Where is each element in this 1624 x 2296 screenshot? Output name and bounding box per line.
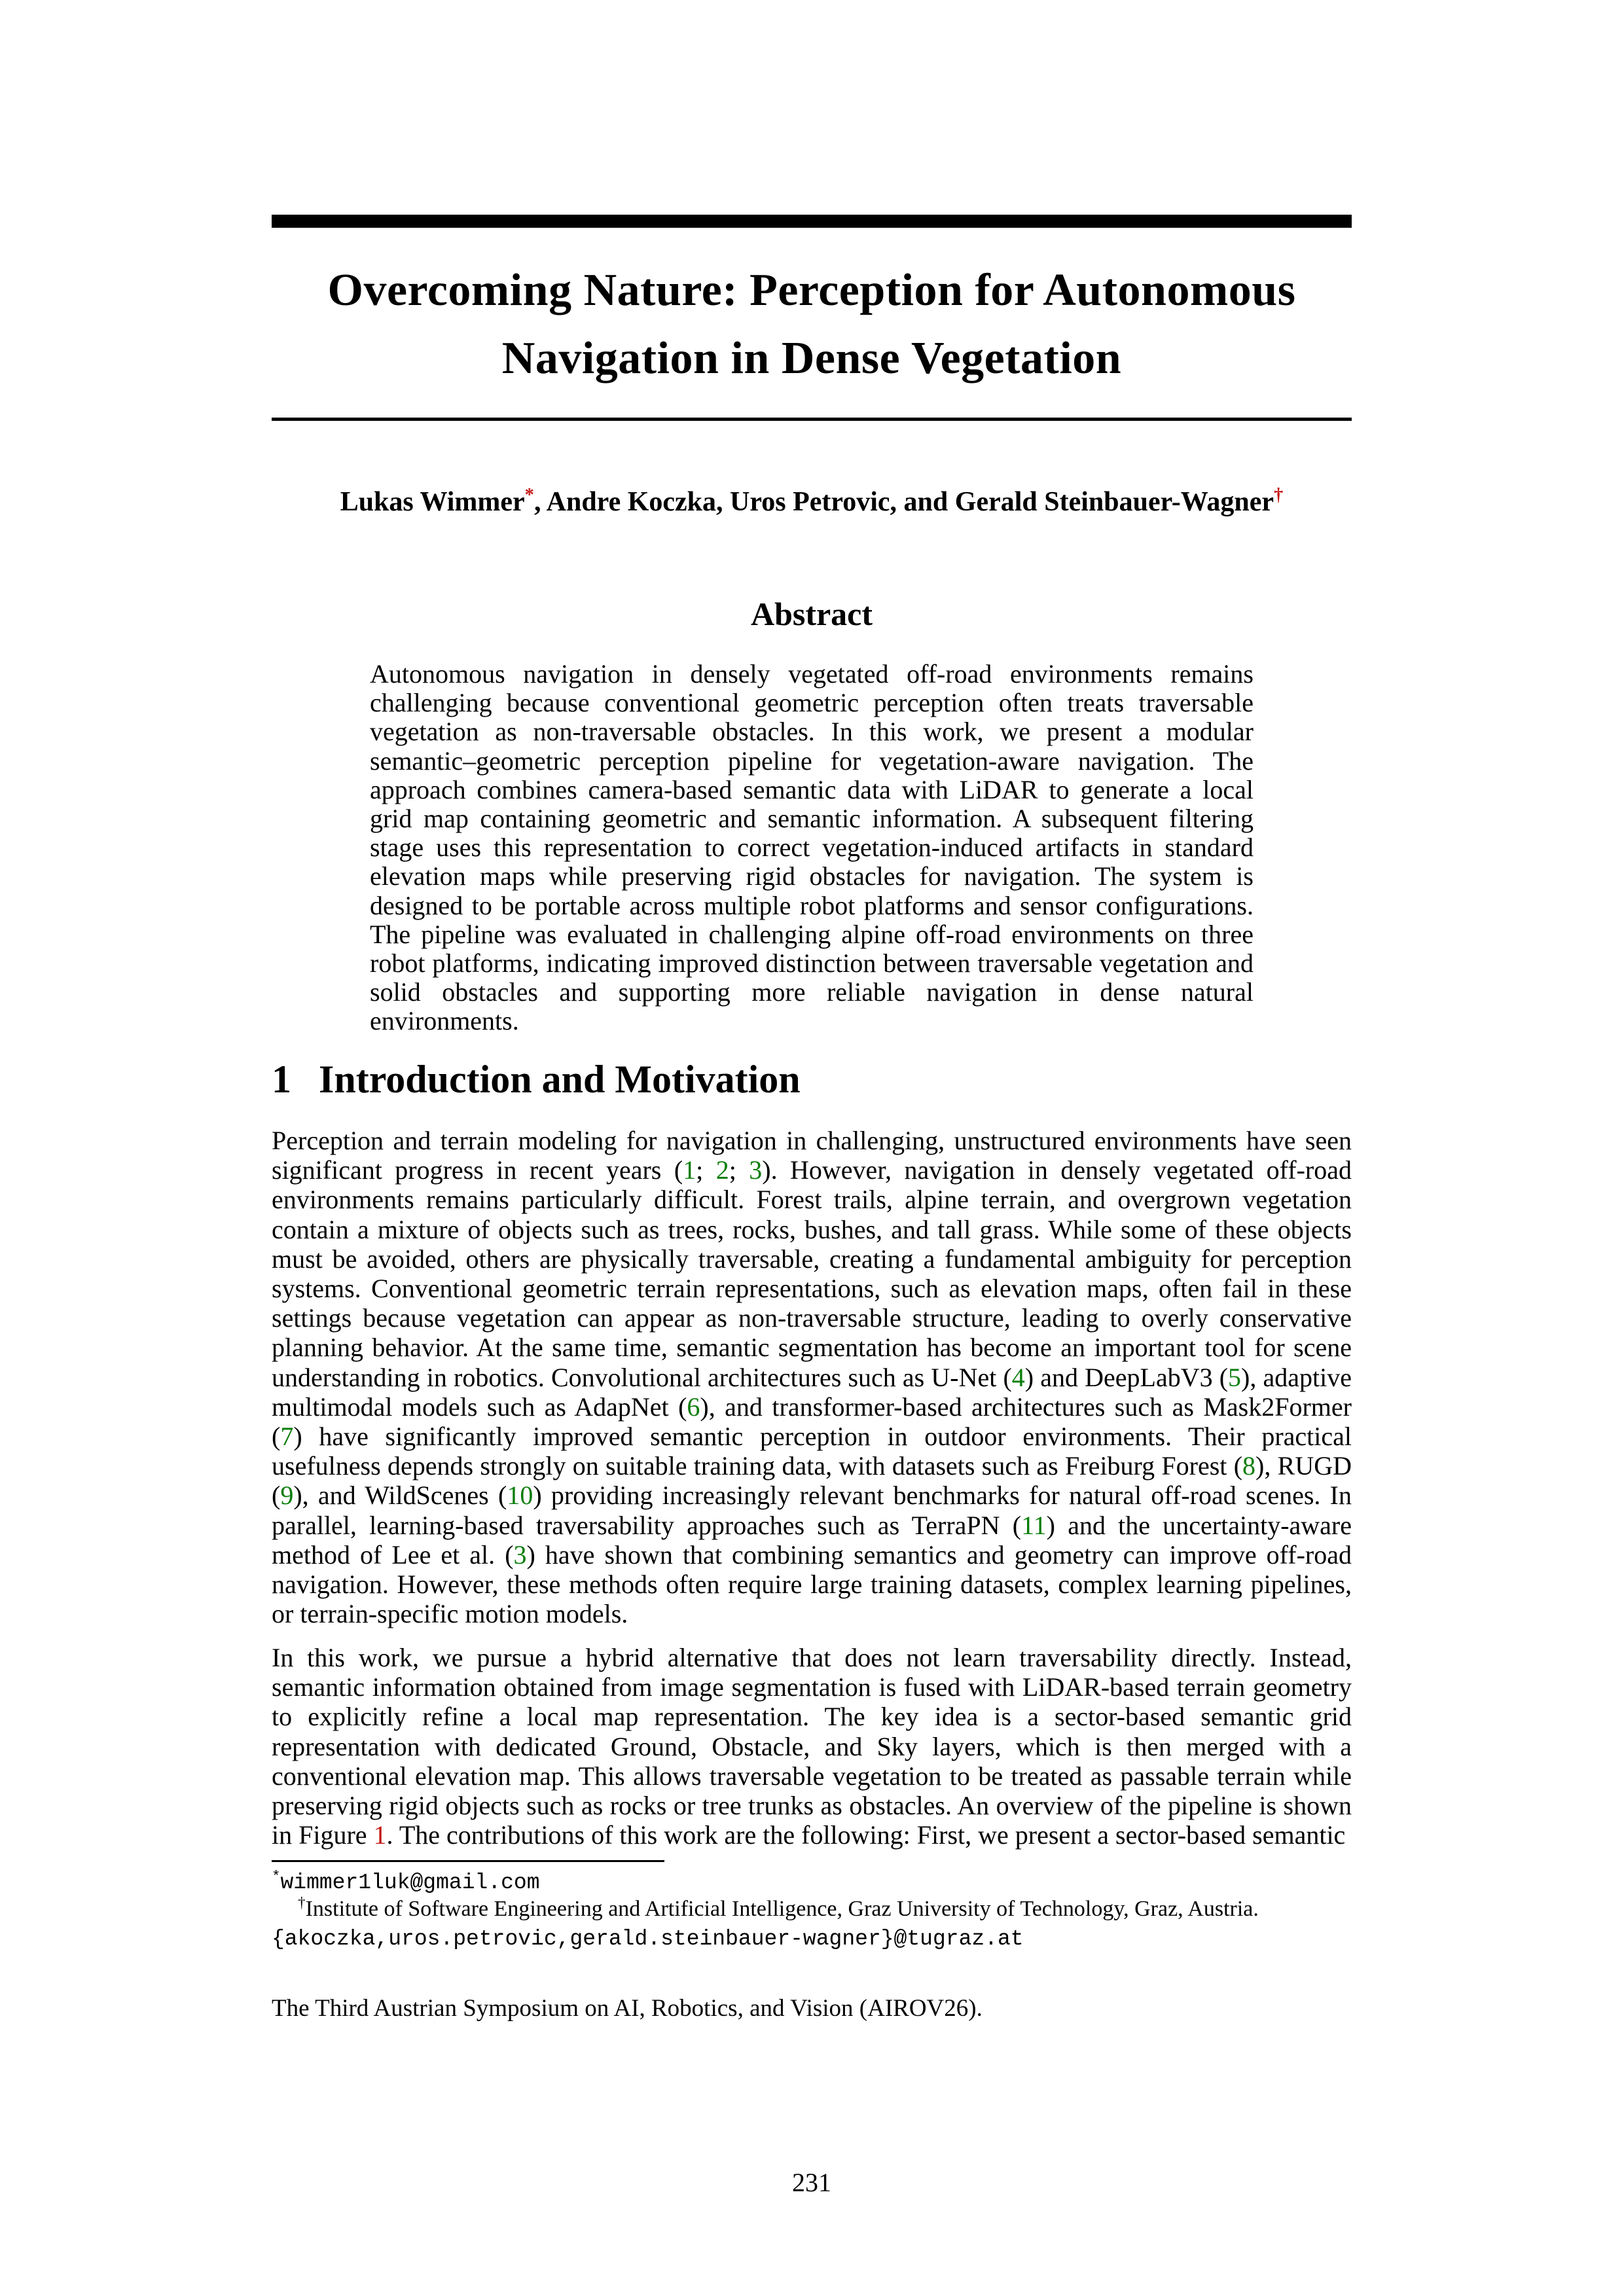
venue-note: The Third Austrian Symposium on AI, Robotics, and Vision (AIROV26).: [272, 1995, 983, 2022]
abstract-heading: Abstract: [750, 596, 873, 632]
section-number: 1: [272, 1058, 291, 1101]
footnote-affiliation: †Institute of Software Engineering and Artificial Intelligence, Graz University of Technology, Graz, Austria.: [298, 1894, 1259, 1921]
citation-link[interactable]: 8: [1242, 1451, 1256, 1481]
citation-link[interactable]: 2: [715, 1155, 729, 1185]
footnote-author-email: *wimmer1luk@gmail.com: [272, 1868, 540, 1895]
citation-link[interactable]: 11: [1021, 1510, 1047, 1540]
citation-link[interactable]: 9: [280, 1480, 294, 1511]
citation-link[interactable]: 7: [280, 1422, 294, 1452]
citation-link[interactable]: 3: [513, 1539, 527, 1570]
figure-ref-link[interactable]: 1: [373, 1820, 387, 1850]
author-line: Lukas Wimmer*, Andre Koczka, Uros Petrovic, and Gerald Steinbauer-Wagner†: [340, 485, 1284, 517]
citation-link[interactable]: 4: [1011, 1362, 1025, 1392]
paper-title-line-2: Navigation in Dense Vegetation: [501, 333, 1122, 384]
intro-paragraph-1: Perception and terrain modeling for navigation in challenging, unstructured environments have seen significant progress in recent years (1; 2; 3). However, navigation in densely vegetated off-road environments remains particularly difficult. Forest trails, alpine terrain, and overgrown vegetation contain a mixture of objects such as trees, rocks, bushes, and tall grass. While some of these objects must be avoided, others are physically traversable, creating a fundamental ambiguity for perception systems. Conventional geometric terrain representations, such as elevation maps, often fail in these settings because vegetation can appear as non-traversable structure, leading to overly conservative planning behavior. At the same time, semantic segmentation has become an important tool for scene understanding in robotics. Convolutional architectures such as U-Net (4) and DeepLabV3 (5), adaptive multimodal models such as AdapNet (6), and transformer-based architectures such as Mask2Former (7) have significantly improved semantic perception in outdoor environments. Their practical usefulness depends strongly on suitable training data, with datasets such as Freiburg Forest (8), RUGD (9), and WildScenes (10) providing increasingly relevant benchmarks for natural off-road scenes. In parallel, learning-based traversability approaches such as TerraPN (11) and the uncertainty-aware method of Lee et al. (3) have shown that combining semantics and geometry can improve off-road navigation. However, these methods often require large training datasets, complex learning pipelines, or terrain-specific motion models.: [272, 1126, 1352, 1629]
header-rule-thin: [272, 418, 1352, 421]
page-number: 231: [792, 2168, 831, 2197]
footnote-group-email: {akoczka,uros.petrovic,gerald.steinbauer-wagner}@tugraz.at: [272, 1927, 1024, 1951]
citation-link[interactable]: 5: [1228, 1362, 1242, 1392]
intro-paragraph-2: In this work, we pursue a hybrid alternative that does not learn traversability directly. Instead, semantic information obtained from image segmentation is fused with LiDAR-based terrain geometry to explicitly refine a local map representation. The key idea is a sector-based semantic grid representation with dedicated Ground, Obstacle, and Sky layers, which is then merged with a conventional elevation map. This allows traversable vegetation to be treated as passable terrain while preserving rigid objects such as rocks or tree trunks as obstacles. An overview of the pipeline is shown in Figure 1. The contributions of this work are the following: First, we present a sector-based semantic: [272, 1643, 1352, 1850]
citation-link[interactable]: 10: [507, 1480, 533, 1511]
author-footnote-mark: *: [524, 485, 534, 505]
section-title: Introduction and Motivation: [319, 1058, 801, 1101]
paper-title-line-1: Overcoming Nature: Perception for Autonomous: [327, 265, 1296, 315]
paper-title: [272, 257, 1352, 393]
citation-link[interactable]: 3: [749, 1155, 763, 1185]
author-footnote-mark: †: [1274, 485, 1284, 505]
citation-link[interactable]: 1: [683, 1155, 696, 1185]
header-rule-thick: [272, 215, 1352, 228]
footnote-rule: [272, 1860, 664, 1862]
footnote-mark: †: [298, 1894, 306, 1912]
section-heading: [272, 1058, 1352, 1101]
citation-link[interactable]: 6: [687, 1391, 700, 1422]
footnote-mark: *: [272, 1868, 281, 1885]
abstract-body: Autonomous navigation in densely vegetated off-road environments remains challenging because conventional geometric perception often treats traversable vegetation as non-traversable obstacles. In this work, we present a modular semantic–geometric perception pipeline for vegetation-aware navigation. The approach combines camera-based semantic data with LiDAR to generate a local grid map containing geometric and semantic information. A subsequent filtering stage uses this representation to correct vegetation-induced artifacts in standard elevation maps while preserving rigid obstacles for navigation. The system is designed to be portable across multiple robot platforms and sensor configurations. The pipeline was evaluated in challenging alpine off-road environments on three robot platforms, indicating improved distinction between traversable vegetation and solid obstacles and supporting more reliable navigation in dense natural environments.: [370, 659, 1254, 1036]
